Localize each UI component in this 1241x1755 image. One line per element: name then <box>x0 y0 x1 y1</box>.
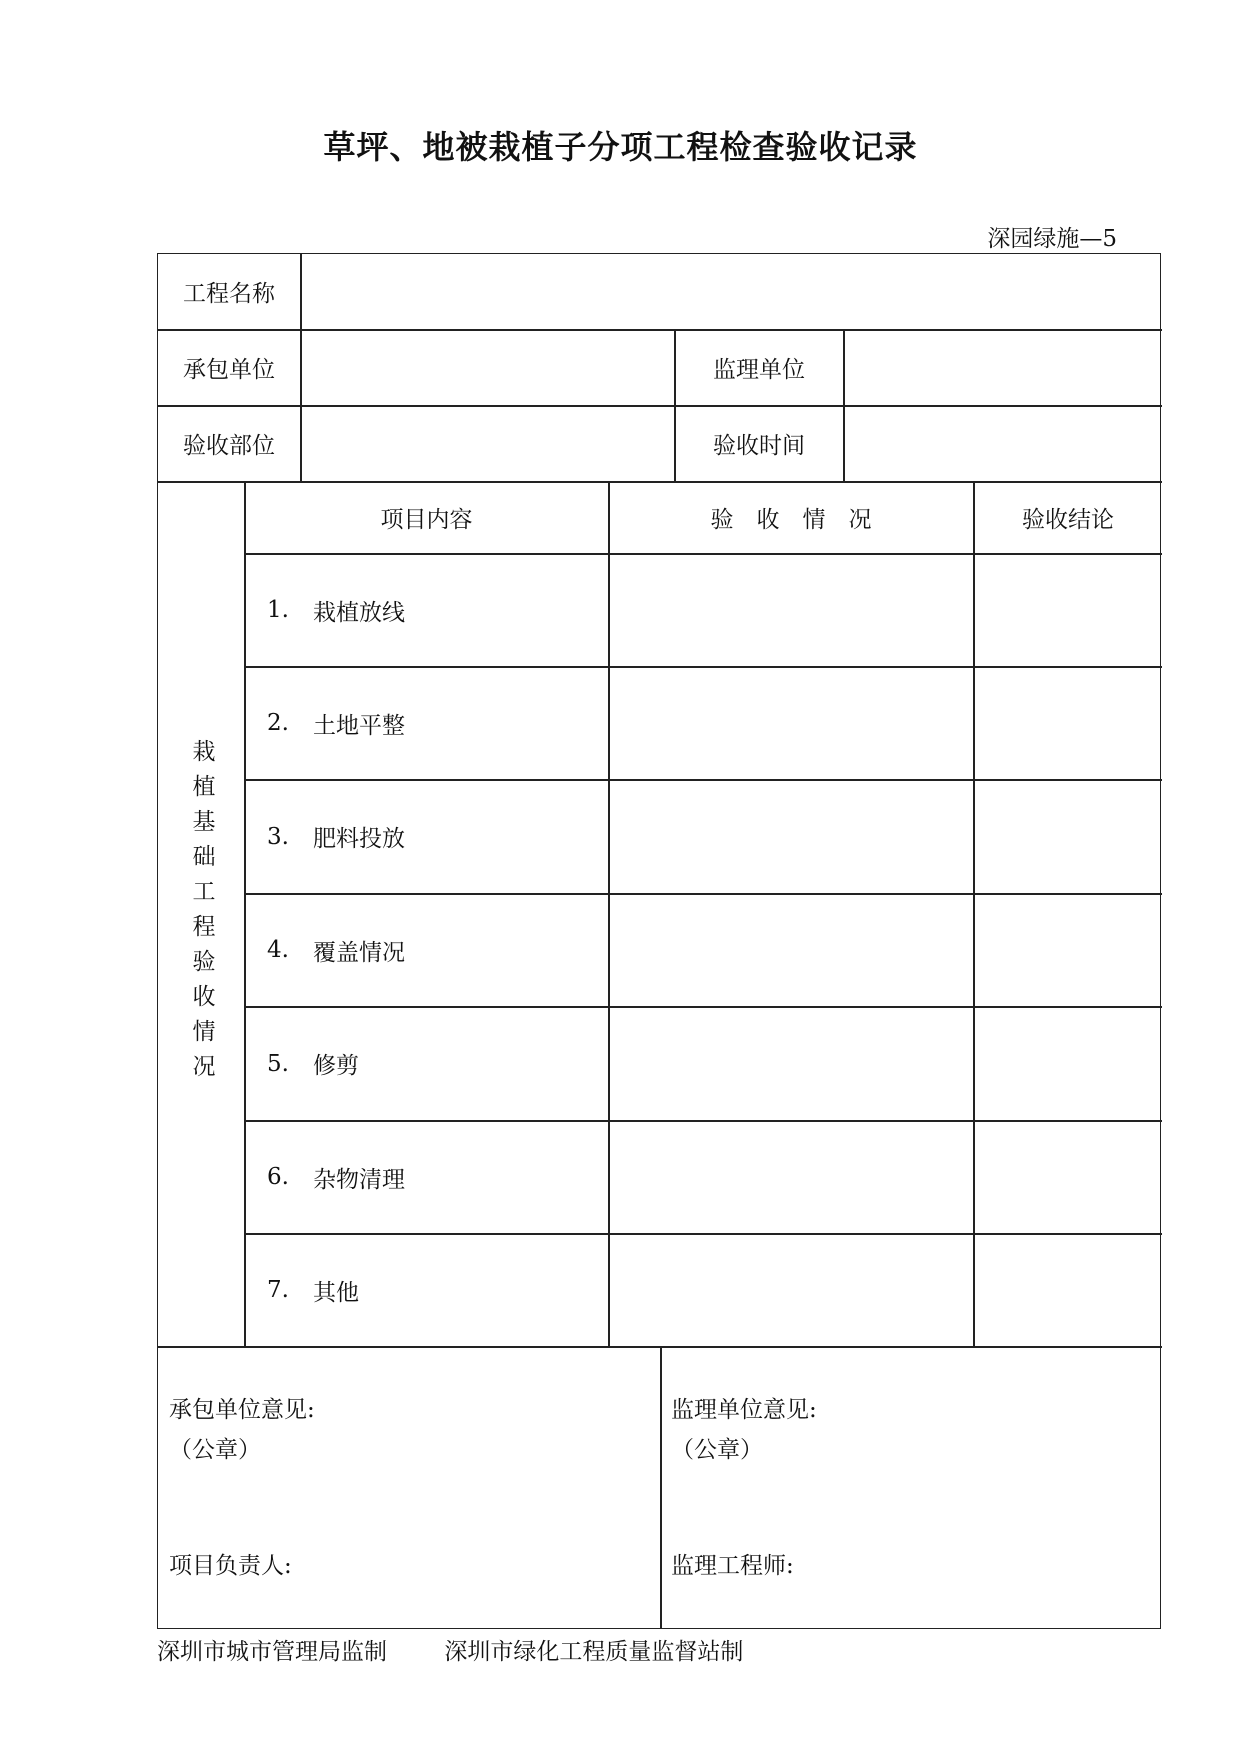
section-label <box>158 481 244 1346</box>
item-label: 其他 <box>313 1279 359 1306</box>
footer-left: 深圳市城市管理局监制 <box>157 1639 387 1665</box>
item-label: 修剪 <box>313 1053 359 1079</box>
item-status-field[interactable] <box>609 1121 973 1233</box>
contractor-signer-label: 项目负责人: <box>169 1553 292 1579</box>
inspection-form <box>157 253 1161 1629</box>
item-row-1 <box>245 554 608 666</box>
item-number: 4. <box>267 937 289 963</box>
section-label-text: 栽植基础工程验收情况 <box>188 738 215 1089</box>
item-conclusion-field[interactable] <box>974 554 1162 666</box>
footer <box>157 1633 743 1666</box>
supervisor-signer-label: 监理工程师: <box>671 1553 794 1579</box>
item-number: 3. <box>267 823 289 850</box>
label-project-name: 工程名称 <box>183 281 275 307</box>
item-number: 6. <box>267 1164 289 1190</box>
item-label: 覆盖情况 <box>313 939 405 966</box>
footer-right: 深圳市绿化工程质量监督站制 <box>444 1639 744 1665</box>
project-name-field[interactable] <box>301 254 1162 329</box>
item-conclusion-field[interactable] <box>974 667 1162 779</box>
item-number: 2. <box>267 710 289 736</box>
item-row-7 <box>245 1234 608 1346</box>
header-content: 项目内容 <box>380 507 473 533</box>
label-supervisor: 监理单位 <box>713 357 805 383</box>
item-status-field[interactable] <box>609 1007 973 1120</box>
contractor-seal-label: （公章） <box>169 1437 261 1463</box>
item-label: 杂物清理 <box>313 1166 405 1193</box>
col-divider <box>660 1346 662 1628</box>
item-number: 7. <box>267 1277 289 1303</box>
acceptance-part-field[interactable] <box>301 406 674 481</box>
header-conclusion: 验收结论 <box>1022 507 1114 533</box>
page-title: 草坪、地被栽植子分项工程检查验收记录 <box>323 128 918 166</box>
item-status-field[interactable] <box>609 894 973 1006</box>
item-row-3 <box>245 780 608 893</box>
item-status-field[interactable] <box>609 780 973 893</box>
supervisor-field[interactable] <box>844 330 1162 405</box>
item-conclusion-field[interactable] <box>974 780 1162 893</box>
item-conclusion-field[interactable] <box>974 894 1162 1006</box>
item-row-4 <box>245 894 608 1006</box>
supervisor-seal-label: （公章） <box>671 1437 763 1463</box>
contractor-field[interactable] <box>301 330 674 405</box>
item-row-2 <box>245 667 608 779</box>
item-status-field[interactable] <box>609 1234 973 1346</box>
item-conclusion-field[interactable] <box>974 1121 1162 1233</box>
item-status-field[interactable] <box>609 554 973 666</box>
label-contractor: 承包单位 <box>183 357 275 383</box>
item-number: 5. <box>267 1050 289 1077</box>
acceptance-time-field[interactable] <box>844 406 1162 481</box>
item-row-6 <box>245 1121 608 1233</box>
item-conclusion-field[interactable] <box>974 1234 1162 1346</box>
form-code: 深园绿施—5 <box>987 226 1117 252</box>
label-acceptance-time: 验收时间 <box>713 433 805 459</box>
item-label: 栽植放线 <box>313 599 405 626</box>
item-number: 1. <box>267 597 289 623</box>
supervisor-opinion-label: 监理单位意见: <box>671 1397 817 1423</box>
item-conclusion-field[interactable] <box>974 1007 1162 1120</box>
item-status-field[interactable] <box>609 667 973 779</box>
header-status: 验 收 情 况 <box>710 507 872 533</box>
item-row-5 <box>245 1007 608 1120</box>
contractor-opinion-label: 承包单位意见: <box>169 1397 315 1423</box>
label-acceptance-part: 验收部位 <box>183 433 275 459</box>
item-label: 土地平整 <box>313 712 405 739</box>
item-label: 肥料投放 <box>313 826 405 852</box>
